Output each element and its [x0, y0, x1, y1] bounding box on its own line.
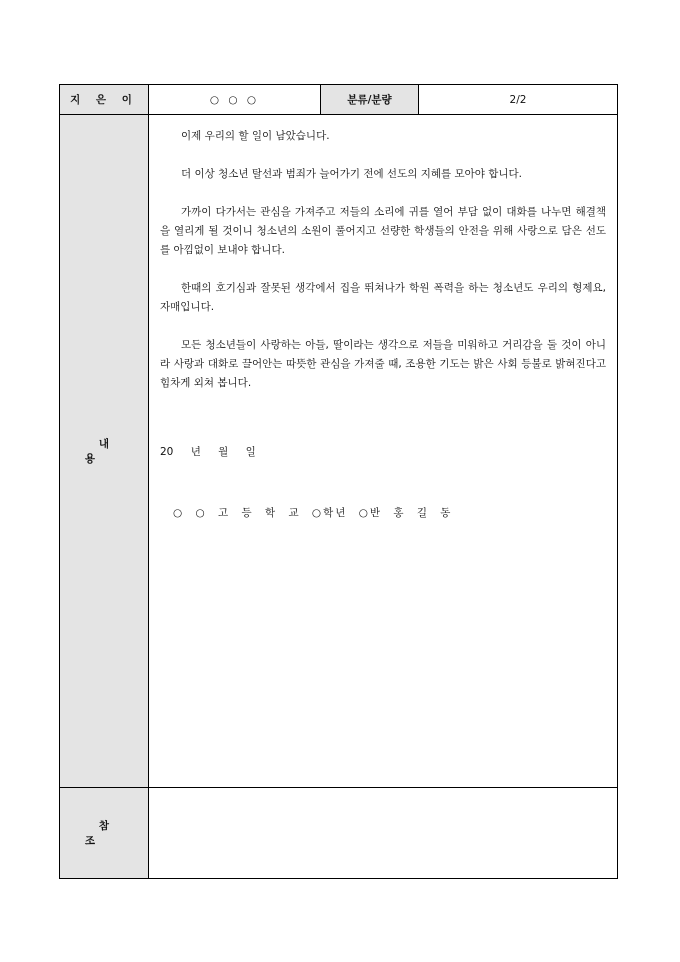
content-label: 내 용 — [84, 438, 138, 465]
content-row — [60, 115, 618, 788]
content-body-cell — [149, 115, 618, 788]
author-label: 지 은 이 — [70, 94, 138, 106]
essay-form-table — [59, 84, 618, 879]
category-value: 2/2 — [509, 93, 527, 106]
reference-label: 참 조 — [84, 820, 138, 847]
author-value-cell — [149, 85, 321, 115]
paragraph-3: 가까이 다가서는 관심을 가져주고 저들의 소리에 귀를 열어 부담 없이 대화를 나누면 해결책을 열리게 될 것이니 청소년의 소원이 풀어지고 선량한 학생들의 안전을 위해 사랑으로 담은 선도를 아낌없이 보내야 합니다. — [160, 206, 606, 256]
author-value: ○ ○ ○ — [209, 93, 260, 106]
paragraph-2: 더 이상 청소년 탈선과 범죄가 늘어가기 전에 선도의 지혜를 모아야 합니다. — [181, 168, 523, 180]
paragraph-4: 한때의 호기심과 잘못된 생각에서 집을 뛰쳐나가 학원 폭력을 하는 청소년도 우리의 형제요, 자매입니다. — [160, 282, 606, 313]
category-label: 분류/분량 — [347, 94, 392, 106]
reference-value-cell — [149, 788, 618, 879]
category-value-cell — [419, 85, 618, 115]
signature-line: ○ ○ 고 등 학 교 ○학년 ○반 홍 길 동 — [173, 507, 453, 519]
reference-label-cell — [60, 788, 149, 879]
content-label-cell — [60, 115, 149, 788]
header-row — [60, 85, 618, 115]
paragraph-1: 이제 우리의 할 일이 남았습니다. — [181, 130, 330, 142]
date-line: 20 년 월 일 — [160, 446, 256, 458]
reference-row — [60, 788, 618, 879]
paragraph-5: 모든 청소년들이 사랑하는 아들, 딸이라는 생각으로 저들을 미워하고 거리감을 둘 것이 아니라 사랑과 대화로 끌어안는 따뜻한 관심을 가져줄 때, 조용한 기도는 밝은 사회 등불로 밝혀진다고 힘차게 외쳐 봅니다. — [160, 339, 606, 389]
category-label-cell — [321, 85, 419, 115]
author-label-cell — [60, 85, 149, 115]
content-body — [160, 127, 606, 523]
